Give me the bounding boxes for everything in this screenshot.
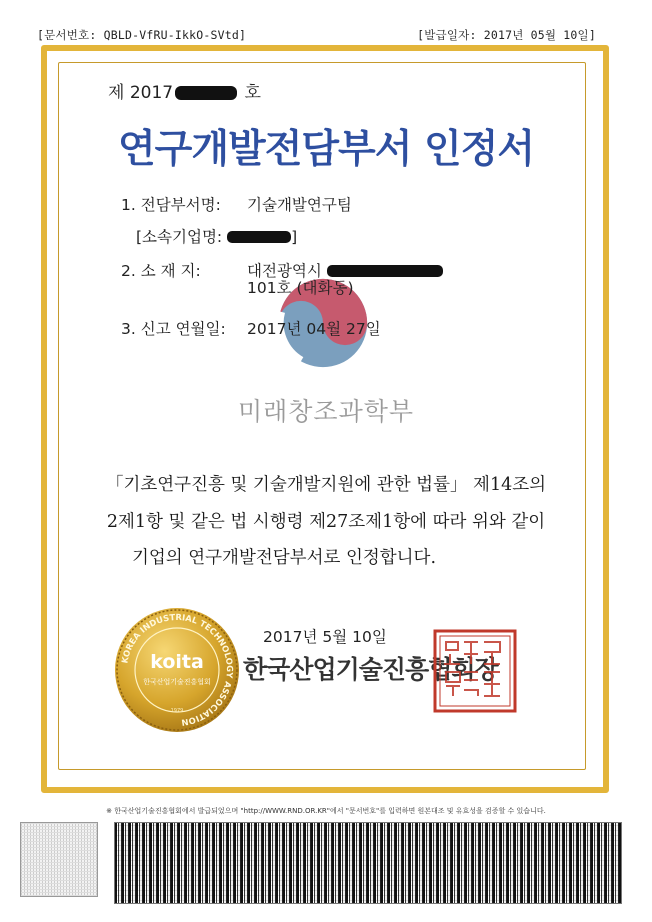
- report-date-label: 3. 신고 연월일:: [121, 320, 226, 338]
- koita-medal-icon: [113, 606, 241, 734]
- certificate-number-prefix: 제 2017: [108, 83, 174, 103]
- body-line-2: 2제1항 및 같은 법 시행령 제27조제1항에 따라 위와 같이: [106, 512, 546, 532]
- medal-year: 1979: [170, 708, 184, 714]
- document-number: [문서번호: QBLD-VfRU-IkkO-SVtd]: [37, 28, 247, 42]
- company-row: [136, 225, 297, 247]
- address-label: 2. 소 재 지:: [121, 262, 201, 280]
- body-line-1: 「기초연구진흥 및 기술개발지원에 관한 법률」 제14조의: [105, 475, 547, 495]
- ministry-watermark: 미래창조과학부: [237, 397, 415, 426]
- official-seal-icon: [432, 628, 518, 714]
- medal-ring-text: KOREA INDUSTRIAL TECHNOLOGY ASSOCIATION: [119, 611, 236, 728]
- body-line-3: 기업의 연구개발전담부서로 인정합니다.: [131, 548, 437, 568]
- medal-korean: 한국산업기술진흥협회: [143, 678, 211, 686]
- qr-code: [20, 822, 98, 897]
- certificate-number: [108, 78, 261, 103]
- dept-name-label: 1. 전담부서명:: [121, 196, 221, 214]
- verification-note: ※ 한국산업기술진흥협회에서 발급되었으며 "http://WWW.RND.OR.KR"에서 "문서번호"를 입력하면 원본대조 및 유효성을 검증할 수 있습니다.: [106, 807, 546, 815]
- issue-date-body: 2017년 5월 10일: [263, 628, 387, 646]
- company-label: [소속기업명:: [136, 228, 223, 246]
- issuer-name: 한국산업기술진흥협회장: [243, 655, 498, 684]
- report-date-value: 2017년 04월 27일: [247, 320, 381, 338]
- certificate-title: 연구개발전담부서 인정서: [118, 126, 534, 172]
- company-redaction: [227, 231, 291, 243]
- issue-date: [발급일자: 2017년 05월 10일]: [417, 28, 596, 42]
- security-barcode: [114, 822, 622, 904]
- redaction-bar: [175, 86, 237, 100]
- company-close: ]: [291, 228, 298, 246]
- dept-name-value: 기술개발연구팀: [247, 196, 352, 214]
- address-city: 대전광역시: [247, 262, 322, 280]
- dept-name-row: [121, 193, 352, 215]
- certificate-number-suffix: 호: [244, 83, 261, 103]
- medal-logo: koita: [150, 651, 204, 673]
- report-date-row: [121, 317, 381, 339]
- address-line2: 101호 (대화동): [247, 279, 354, 297]
